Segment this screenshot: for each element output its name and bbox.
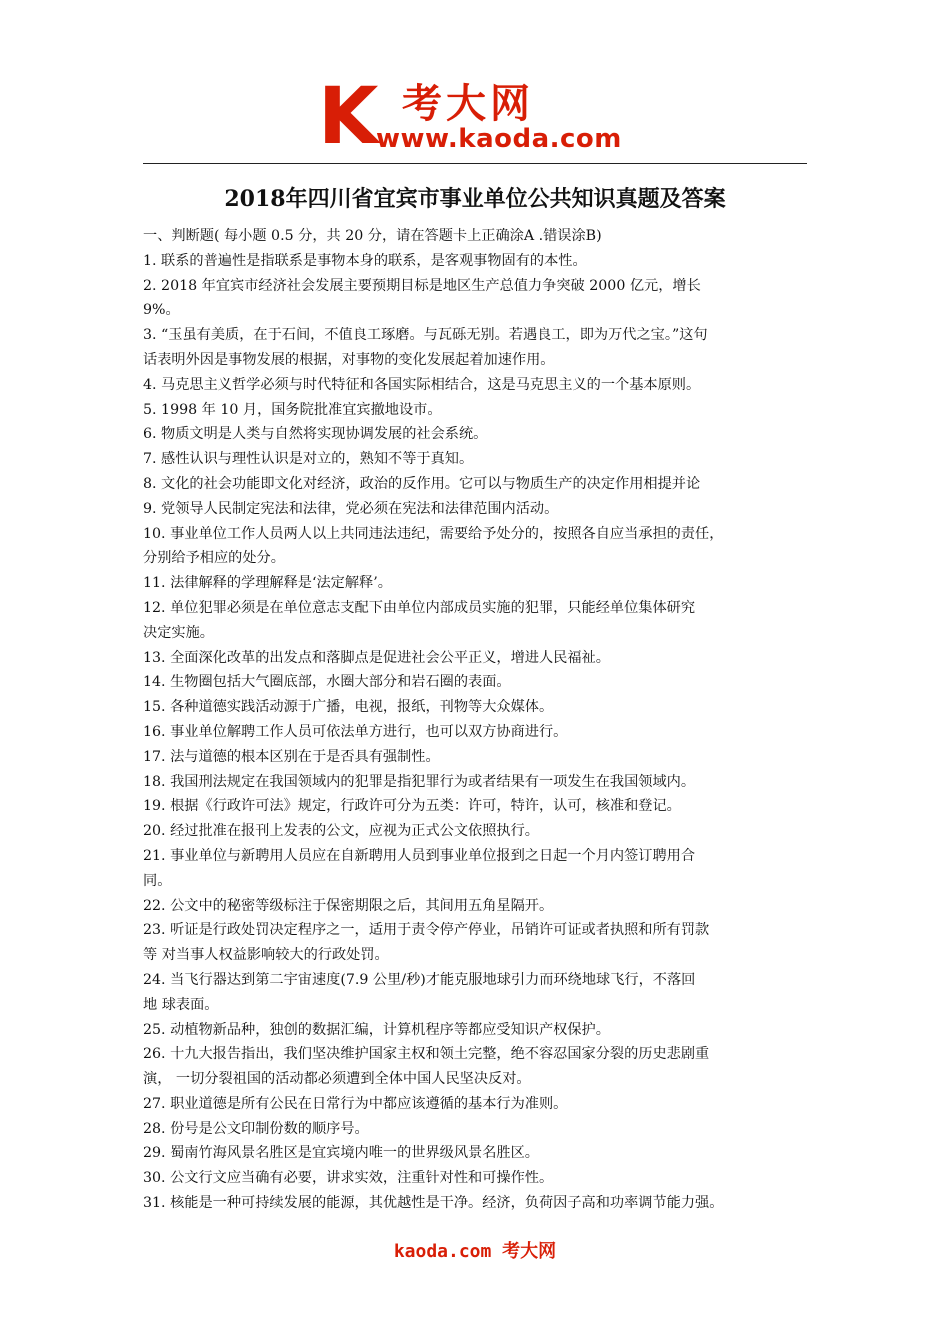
text-line: 28. 份号是公文印制份数的顺序号。 — [143, 1120, 369, 1137]
text-line: 地 球表面。 — [143, 996, 219, 1013]
text-line: 15. 各种道德实践活动源于广播，电视，报纸，刊物等大众媒体。 — [143, 699, 554, 716]
text-line: 19. 根据《行政许可法》规定，行政许可分为五类：许可，特许，认可，核准和登记。 — [143, 798, 681, 815]
kaoda-logo — [318, 72, 648, 162]
text-line: 分别给予相应的处分。 — [143, 550, 285, 567]
logo-chinese-name: 考大网 — [402, 81, 534, 127]
text-line: 等 对当事人权益影响较大的行政处罚。 — [143, 947, 389, 964]
text-line: 2. 2018 年宜宾市经济社会发展主要预期目标是地区生产总值力争突破 2000 亿元，增长 — [143, 277, 701, 294]
text-line: 话表明外因是事物发展的根据，对事物的变化发展起着加速作用。 — [143, 351, 555, 368]
text-line: 10. 事业单位工作人员两人以上共同违法违纪，需要给予处分的，按照各自应当承担的责任， — [143, 525, 724, 542]
text-line: 25. 动植物新品种，独创的数据汇编，计算机程序等都应受知识产权保护。 — [143, 1021, 610, 1038]
text-line: 14. 生物圈包括大气圈底部，水圈大部分和岩石圈的表面。 — [143, 674, 511, 691]
text-line: 21. 事业单位与新聘用人员应在自新聘用人员到事业单位报到之日起一个月内签订聘用合 — [143, 847, 696, 864]
header-divider — [143, 163, 807, 164]
text-line: 3. “玉虽有美质，在于石间，不值良工琢磨。与瓦砾无别。若遇良工，即为万代之宝。”这句 — [143, 327, 708, 344]
text-line: 17. 法与道德的根本区别在于是否具有强制性。 — [143, 748, 440, 765]
text-line: 4. 马克思主义哲学必须与时代特征和各国实际相结合，这是马克思主义的一个基本原则。 — [143, 376, 701, 393]
text-line: 16. 事业单位解聘工作人员可依法单方进行，也可以双方协商进行。 — [143, 723, 568, 740]
text-line: 22. 公文中的秘密等级标注于保密期限之后，其间用五角星隔开。 — [143, 897, 554, 914]
text-line: 26. 十九大报告指出，我们坚决维护国家主权和领土完整，绝不容忍国家分裂的历史悲剧重 — [143, 1046, 710, 1063]
text-line: 8. 文化的社会功能即文化对经济，政治的反作用。它可以与物质生产的决定作用相提并论 — [143, 475, 701, 492]
text-line: 20. 经过批准在报刊上发表的公文，应视为正式公文依照执行。 — [143, 823, 539, 840]
text-line: 7. 感性认识与理性认识是对立的，熟知不等于真知。 — [143, 451, 474, 468]
text-line: 13. 全面深化改革的出发点和落脚点是促进社会公平正义，增进人民福祉。 — [143, 649, 610, 666]
logo-url: www.kaoda.com — [376, 124, 622, 154]
text-line: 一、判断题( 每小题 0.5 分，共 20 分，请在答题卡上正确涂A .错误涂B) — [143, 228, 602, 244]
text-line: 11. 法律解释的学理解释是‘法定解释’。 — [143, 575, 392, 592]
text-line: 18. 我国刑法规定在我国领域内的犯罪是指犯罪行为或者结果有一项发生在我国领域内。 — [143, 773, 696, 790]
text-line: 29. 蜀南竹海风景名胜区是宜宾境内唯一的世界级风景名胜区。 — [143, 1145, 539, 1162]
footer-brand: kaoda.com 考大网 — [393, 1241, 557, 1262]
text-line: 决定实施。 — [143, 624, 214, 641]
question-list — [143, 224, 815, 1216]
text-line: 24. 当飞行器达到第二宇宙速度(7.9 公里/秒)才能克服地球引力而环绕地球飞行，不落回 — [143, 971, 696, 988]
text-line: 12. 单位犯罪必须是在单位意志支配下由单位内部成员实施的犯罪，只能经单位集体研究 — [143, 599, 696, 616]
text-line: 6. 物质文明是人类与自然将实现协调发展的社会系统。 — [143, 426, 488, 443]
document-title: 2018年四川省宜宾市事业单位公共知识真题及答案 — [224, 186, 726, 212]
logo-k-mark: K — [318, 72, 377, 162]
text-line: 9%。 — [143, 302, 180, 319]
text-line: 演， 一切分裂祖国的活动都必须遭到全体中国人民坚决反对。 — [143, 1071, 531, 1088]
text-line: 1. 联系的普遍性是指联系是事物本身的联系，是客观事物固有的本性。 — [143, 252, 587, 269]
text-line: 9. 党领导人民制定宪法和法律，党必须在宪法和法律范围内活动。 — [143, 500, 559, 517]
text-line: 27. 职业道德是所有公民在日常行为中都应该遵循的基本行为准则。 — [143, 1095, 568, 1112]
text-line: 31. 核能是一种可持续发展的能源，其优越性是干净。经济，负荷因子高和功率调节能力强。 — [143, 1195, 724, 1212]
text-line: 30. 公文行文应当确有必要，讲求实效，注重针对性和可操作性。 — [143, 1170, 554, 1187]
text-line: 23. 听证是行政处罚决定程序之一，适用于责令停产停业，吊销许可证或者执照和所有罚款 — [143, 922, 710, 939]
text-line: 同。 — [143, 872, 172, 889]
text-line: 5. 1998 年 10 月，国务院批准宜宾撤地设市。 — [143, 401, 442, 418]
